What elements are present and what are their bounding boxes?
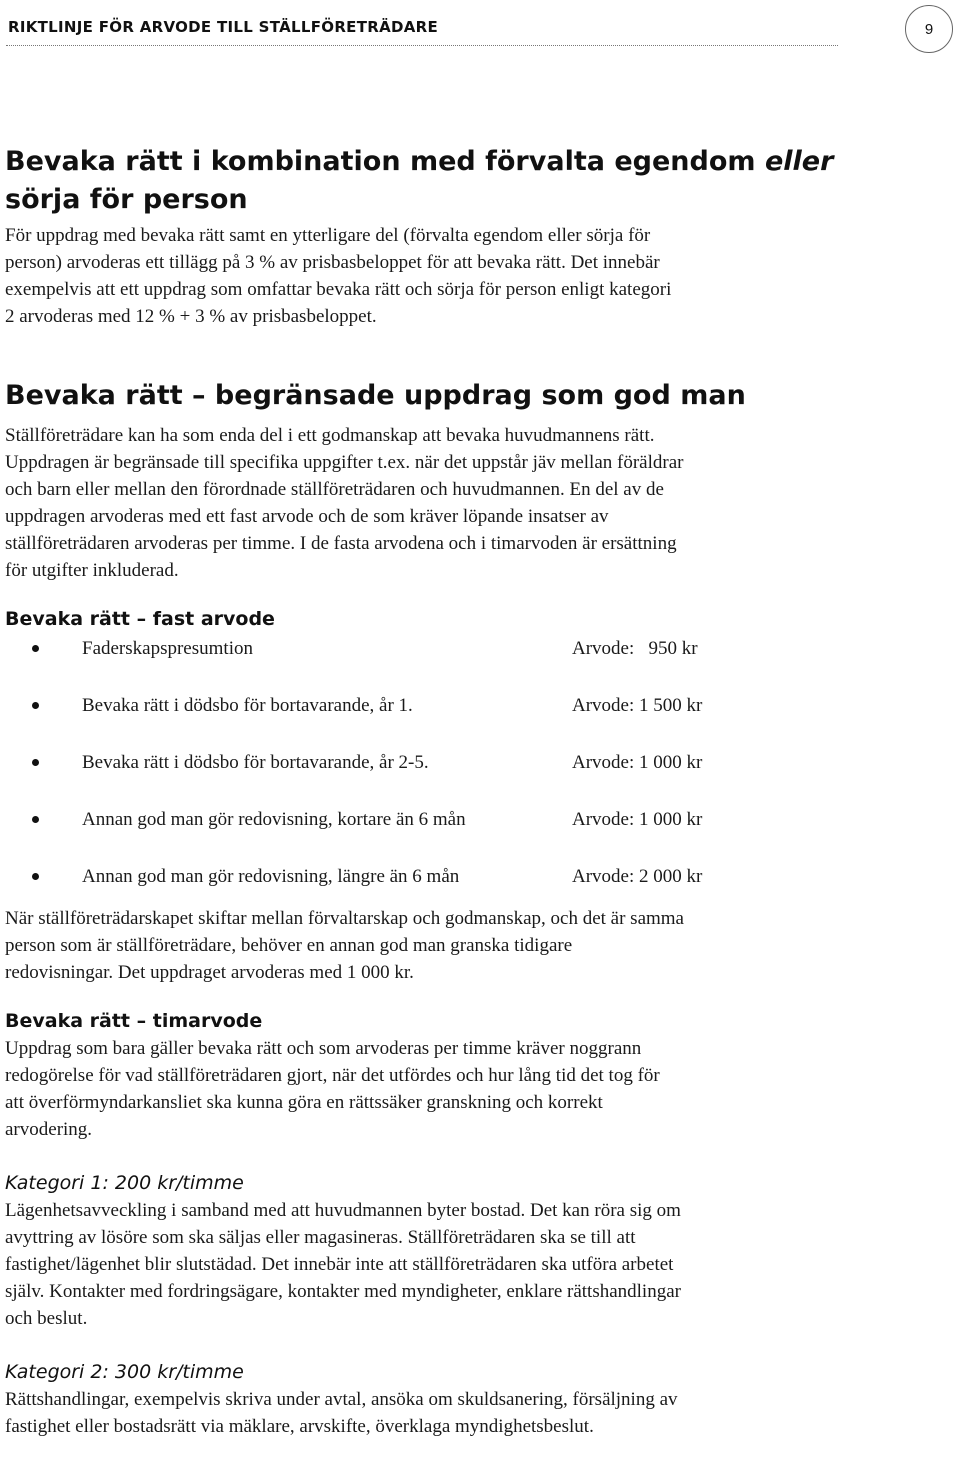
fee-item: [5, 863, 845, 901]
page-content: [5, 143, 845, 1440]
paragraph-kategori-1: Lägenhetsavveckling i samband med att huvudmannen byter bostad. Det kan röra sig om avyttring av lösöre som ska säljas eller magasineras. Ställföreträdaren ska se till att fastighet/lägenhet blir slutstädad. Det innebär inte att ställföreträdaren ska utföra arbetet själv. Kontakter med fordringsägare, kontakter med myndigheter, enklare rättshandlingar och beslut.: [5, 1200, 681, 1329]
running-header: RIKTLINJE FÖR ARVODE TILL STÄLLFÖRETRÄDARE: [8, 18, 439, 36]
fee-amount: Arvode: 2 000 kr: [572, 866, 703, 887]
fee-amount: Arvode: 1 000 kr: [572, 809, 703, 830]
fee-description: Annan god man gör redovisning, längre än 6 mån: [82, 866, 460, 887]
paragraph-kategori-2: Rättshandlingar, exempelvis skriva under avtal, ansöka om skuldsanering, försäljning av fastighet eller bostadsrätt via mäklare, arvskifte, överklaga myndighetsbeslut.: [5, 1389, 678, 1437]
fee-amount: Arvode: 950 kr: [572, 638, 698, 659]
section-title-emphasis: eller: [764, 146, 834, 177]
section-title-part2: sörja för person: [5, 184, 248, 215]
fee-item: [5, 692, 845, 749]
bullet-icon: [32, 873, 39, 880]
bullet-icon: [32, 816, 39, 823]
fee-list: [5, 635, 845, 901]
fee-item: [5, 749, 845, 806]
subheading-timarvode: Bevaka rätt – timarvode: [5, 1010, 263, 1032]
fee-item: [5, 806, 845, 863]
subheading-kategori-1: Kategori 1: 200 kr/timme: [5, 1172, 244, 1194]
paragraph-begransade: Ställföreträdare kan ha som enda del i ett godmanskap att bevaka huvudmannens rätt. Uppdragen är begränsade till specifika uppgifter t.ex. när det uppstår jäv mellan föräldrar och barn eller mellan den förordnade ställföreträdaren och huvudmannen. En del av de uppdragen arvoderas med ett fast arvode och de som kräver löpande insatser av ställföreträdaren arvoderas per timme. I de fasta arvodena och i timarvoden är ersättning för utgifter inkluderad.: [5, 425, 684, 581]
section-title-begransade: Bevaka rätt – begränsade uppdrag som god man: [5, 380, 746, 411]
fee-amount: Arvode: 1 000 kr: [572, 752, 703, 773]
fee-description: Faderskapspresumtion: [82, 638, 253, 659]
bullet-icon: [32, 645, 39, 652]
bullet-icon: [32, 702, 39, 709]
fee-description: Bevaka rätt i dödsbo för bortavarande, år 2-5.: [82, 752, 429, 773]
fee-item: [5, 635, 845, 692]
page-number-badge: 9: [905, 5, 953, 53]
section-title-kombination: [5, 143, 845, 219]
fee-description: Annan god man gör redovisning, kortare än 6 mån: [82, 809, 466, 830]
fee-description: Bevaka rätt i dödsbo för bortavarande, år 1.: [82, 695, 413, 716]
subheading-fast-arvode: Bevaka rätt – fast arvode: [5, 608, 275, 630]
bullet-icon: [32, 759, 39, 766]
section-title-part1: Bevaka rätt i kombination med förvalta egendom: [5, 146, 765, 177]
subheading-kategori-2: Kategori 2: 300 kr/timme: [5, 1361, 244, 1383]
paragraph-skifte: När ställföreträdarskapet skiftar mellan förvaltarskap och godmanskap, och det är samma person som är ställföreträdare, behöver en annan god man granska tidigare redovisningar. Det uppdraget arvoderas med 1 000 kr.: [5, 908, 684, 983]
paragraph-kombination: För uppdrag med bevaka rätt samt en ytterligare del (förvalta egendom eller sörja för person) arvoderas ett tillägg på 3 % av prisbasbeloppet för att bevaka rätt. Det innebär exempelvis att ett uppdrag som omfattar bevaka rätt och sörja för person enligt kategori 2 arvoderas med 12 % + 3 % av prisbasbeloppet.: [5, 225, 672, 327]
header-dotted-rule: [6, 45, 838, 46]
paragraph-timarvode: Uppdrag som bara gäller bevaka rätt och som arvoderas per timme kräver noggrann redogörelse för vad ställföreträdaren gjort, när det utfördes och hur lång tid det tog för att överförmyndarkansliet ska kunna göra en rättssäker granskning och korrekt arvodering.: [5, 1038, 660, 1140]
fee-amount: Arvode: 1 500 kr: [572, 695, 703, 716]
